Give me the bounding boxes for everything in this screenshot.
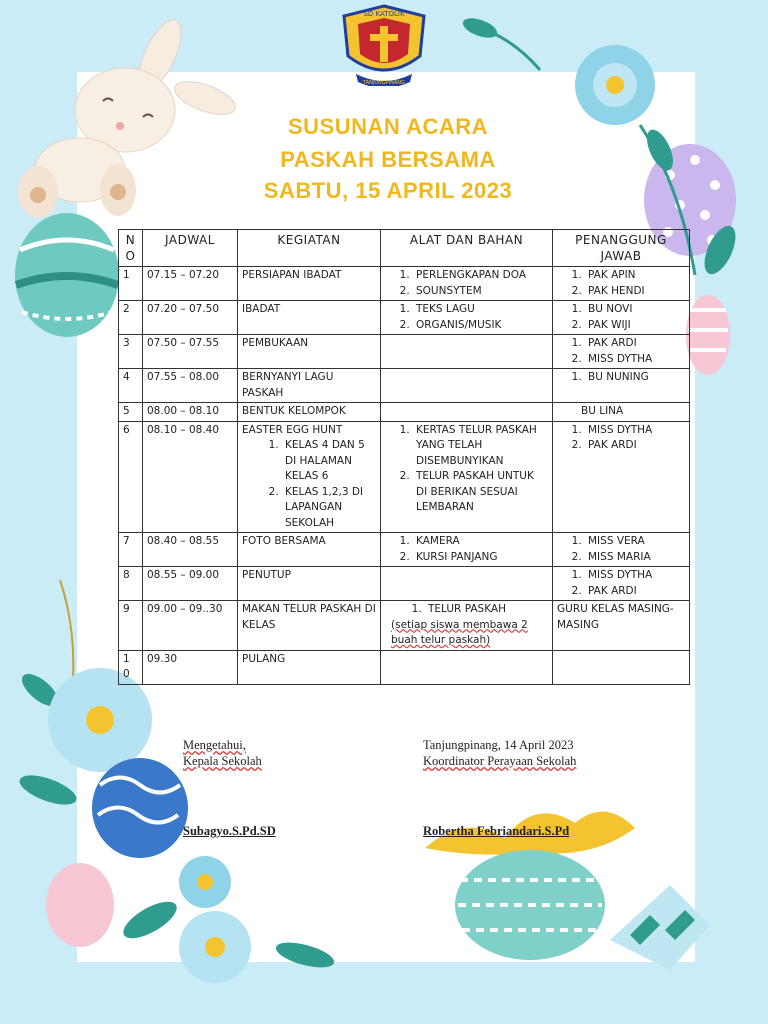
list-item: 1. TEKS LAGU — [413, 302, 548, 318]
list-item: 1. BU NOVI — [585, 302, 685, 318]
list-item: 1. MISS VERA — [585, 534, 685, 550]
list-item: 1. MISS DYTHA — [585, 423, 685, 439]
list-item: 2. PAK WIJI — [585, 318, 685, 334]
header-jadwal: JADWAL — [143, 230, 238, 267]
row-time: 07.50 – 07.55 — [143, 335, 238, 369]
row-activity: PERSIAPAN IBADAT — [238, 267, 381, 301]
row-activity: PULANG — [238, 650, 381, 684]
table-header-row — [119, 230, 690, 267]
row-pic — [553, 335, 690, 369]
list-item: 2. ORGANIS/MUSIK — [413, 318, 548, 334]
list-item: 1. KELAS 4 DAN 5 DI HALAMAN KELAS 6 — [282, 438, 376, 485]
list-item: 1. BU NUNING — [585, 370, 685, 386]
egg-teal-left — [15, 213, 119, 337]
row-no: 2 — [119, 301, 143, 335]
list-item: 2. PAK ARDI — [585, 438, 685, 454]
list-item: 2. TELUR PASKAH UNTUK DI BERIKAN SESUAI LEMBARAN — [413, 469, 548, 516]
row-time: 07.20 – 07.50 — [143, 301, 238, 335]
sig-right-name: Robertha Febriandari.S.Pd — [423, 824, 570, 838]
row-activity: IBADAT — [238, 301, 381, 335]
row-activity — [238, 421, 381, 533]
table-row — [119, 369, 690, 403]
row-tools — [381, 267, 553, 301]
table-row — [119, 601, 690, 651]
schedule-table — [118, 229, 690, 685]
signature-left — [183, 737, 276, 839]
row-no: 3 — [119, 335, 143, 369]
header-kegiatan: KEGIATAN — [238, 230, 381, 267]
row-tools — [381, 533, 553, 567]
header-alat-dan-bahan: ALAT DAN BAHAN — [381, 230, 553, 267]
activity-title: EASTER EGG HUNT — [242, 423, 343, 436]
row-pic — [553, 567, 690, 601]
row-pic — [553, 533, 690, 567]
list-item: 1. MISS DYTHA — [585, 568, 685, 584]
list-item: 2. SOUNSYTEM — [413, 284, 548, 300]
row-pic: GURU KELAS MASING-MASING — [553, 601, 690, 651]
row-no: 7 — [119, 533, 143, 567]
title-line-2: PASKAH BERSAMA — [280, 147, 496, 172]
row-pic — [553, 267, 690, 301]
row-time: 08.55 – 09.00 — [143, 567, 238, 601]
list-item: 2. PAK HENDI — [585, 284, 685, 300]
title-line-1: SUSUNAN ACARA — [287, 114, 489, 139]
row-tools — [381, 601, 553, 651]
row-no: 8 — [119, 567, 143, 601]
row-no: 6 — [119, 421, 143, 533]
table-row — [119, 301, 690, 335]
list-item: 2. KURSI PANJANG — [413, 550, 548, 566]
row-tools — [381, 369, 553, 403]
row-no: 5 — [119, 403, 143, 422]
header-no: N O — [119, 230, 143, 267]
list-item: 1. PAK ARDI — [585, 336, 685, 352]
title-line-3: SABTU, 15 APRIL 2023 — [263, 178, 513, 203]
list-item: 2. KELAS 1,2,3 DI LAPANGAN SEKOLAH — [282, 485, 376, 532]
table-row — [119, 533, 690, 567]
table-row — [119, 567, 690, 601]
row-pic — [553, 369, 690, 403]
row-tools — [381, 403, 553, 422]
sig-right-line1: Tanjungpinang, 14 April 2023 — [423, 738, 574, 752]
table-row — [119, 335, 690, 369]
row-time: 08.00 – 08.10 — [143, 403, 238, 422]
row-no: 9 — [119, 601, 143, 651]
row-time: 07.55 – 08.00 — [143, 369, 238, 403]
list-item: 2. MISS MARIA — [585, 550, 685, 566]
row-pic — [553, 421, 690, 533]
row-time: 09.30 — [143, 650, 238, 684]
table-row — [119, 421, 690, 533]
row-tools — [381, 421, 553, 533]
list-item: 1. PAK APIN — [585, 268, 685, 284]
list-item: 2. PAK ARDI — [585, 584, 685, 600]
row-activity: PENUTUP — [238, 567, 381, 601]
row-time: 07.15 – 07.20 — [143, 267, 238, 301]
row-time: 08.10 – 08.40 — [143, 421, 238, 533]
row-tools — [381, 567, 553, 601]
row-pic — [553, 403, 690, 422]
list-item: 1. TELUR PASKAH — [425, 602, 548, 618]
sig-left-line2: Kepala Sekolah — [183, 754, 262, 768]
row-activity: FOTO BERSAMA — [238, 533, 381, 567]
row-activity: BERNYANYI LAGU PASKAH — [238, 369, 381, 403]
list-item: 2. MISS DYTHA — [585, 352, 685, 368]
row-activity: MAKAN TELUR PASKAH DI KELAS — [238, 601, 381, 651]
row-pic — [553, 650, 690, 684]
row-no: 1 0 — [119, 650, 143, 684]
header-penanggung-jawab: PENANGGUNG JAWAB — [553, 230, 690, 267]
list-item: 1. PERLENGKAPAN DOA — [413, 268, 548, 284]
list-item: 1. KERTAS TELUR PASKAH YANG TELAH DISEMBUNYIKAN — [413, 423, 548, 470]
sig-left-name: Subagyo.S.Pd.SD — [183, 824, 276, 838]
row-activity: BENTUK KELOMPOK — [238, 403, 381, 422]
row-time: 08.40 – 08.55 — [143, 533, 238, 567]
row-no: 1 — [119, 267, 143, 301]
signature-right — [423, 737, 576, 839]
row-pic — [553, 301, 690, 335]
school-crest-logo — [338, 4, 430, 86]
list-item: 1. KAMERA — [413, 534, 548, 550]
row-tools — [381, 301, 553, 335]
row-activity: PEMBUKAAN — [238, 335, 381, 369]
pic-text: BU LINA — [581, 405, 624, 417]
crest-text-top: SD KATOLIK — [363, 10, 405, 18]
table-row — [119, 650, 690, 684]
row-no: 4 — [119, 369, 143, 403]
sig-left-line1: Mengetahui, — [183, 738, 246, 752]
table-row — [119, 267, 690, 301]
row-time: 09.00 – 09..30 — [143, 601, 238, 651]
sig-right-line2: Koordinator Perayaan Sekolah — [423, 754, 577, 768]
tools-note: (setiap siswa membawa 2 buah telur paskah) — [391, 618, 528, 646]
table-row — [119, 403, 690, 422]
crest-text-bottom: TANJUNGPINANG — [363, 80, 405, 86]
row-tools — [381, 650, 553, 684]
row-tools — [381, 335, 553, 369]
